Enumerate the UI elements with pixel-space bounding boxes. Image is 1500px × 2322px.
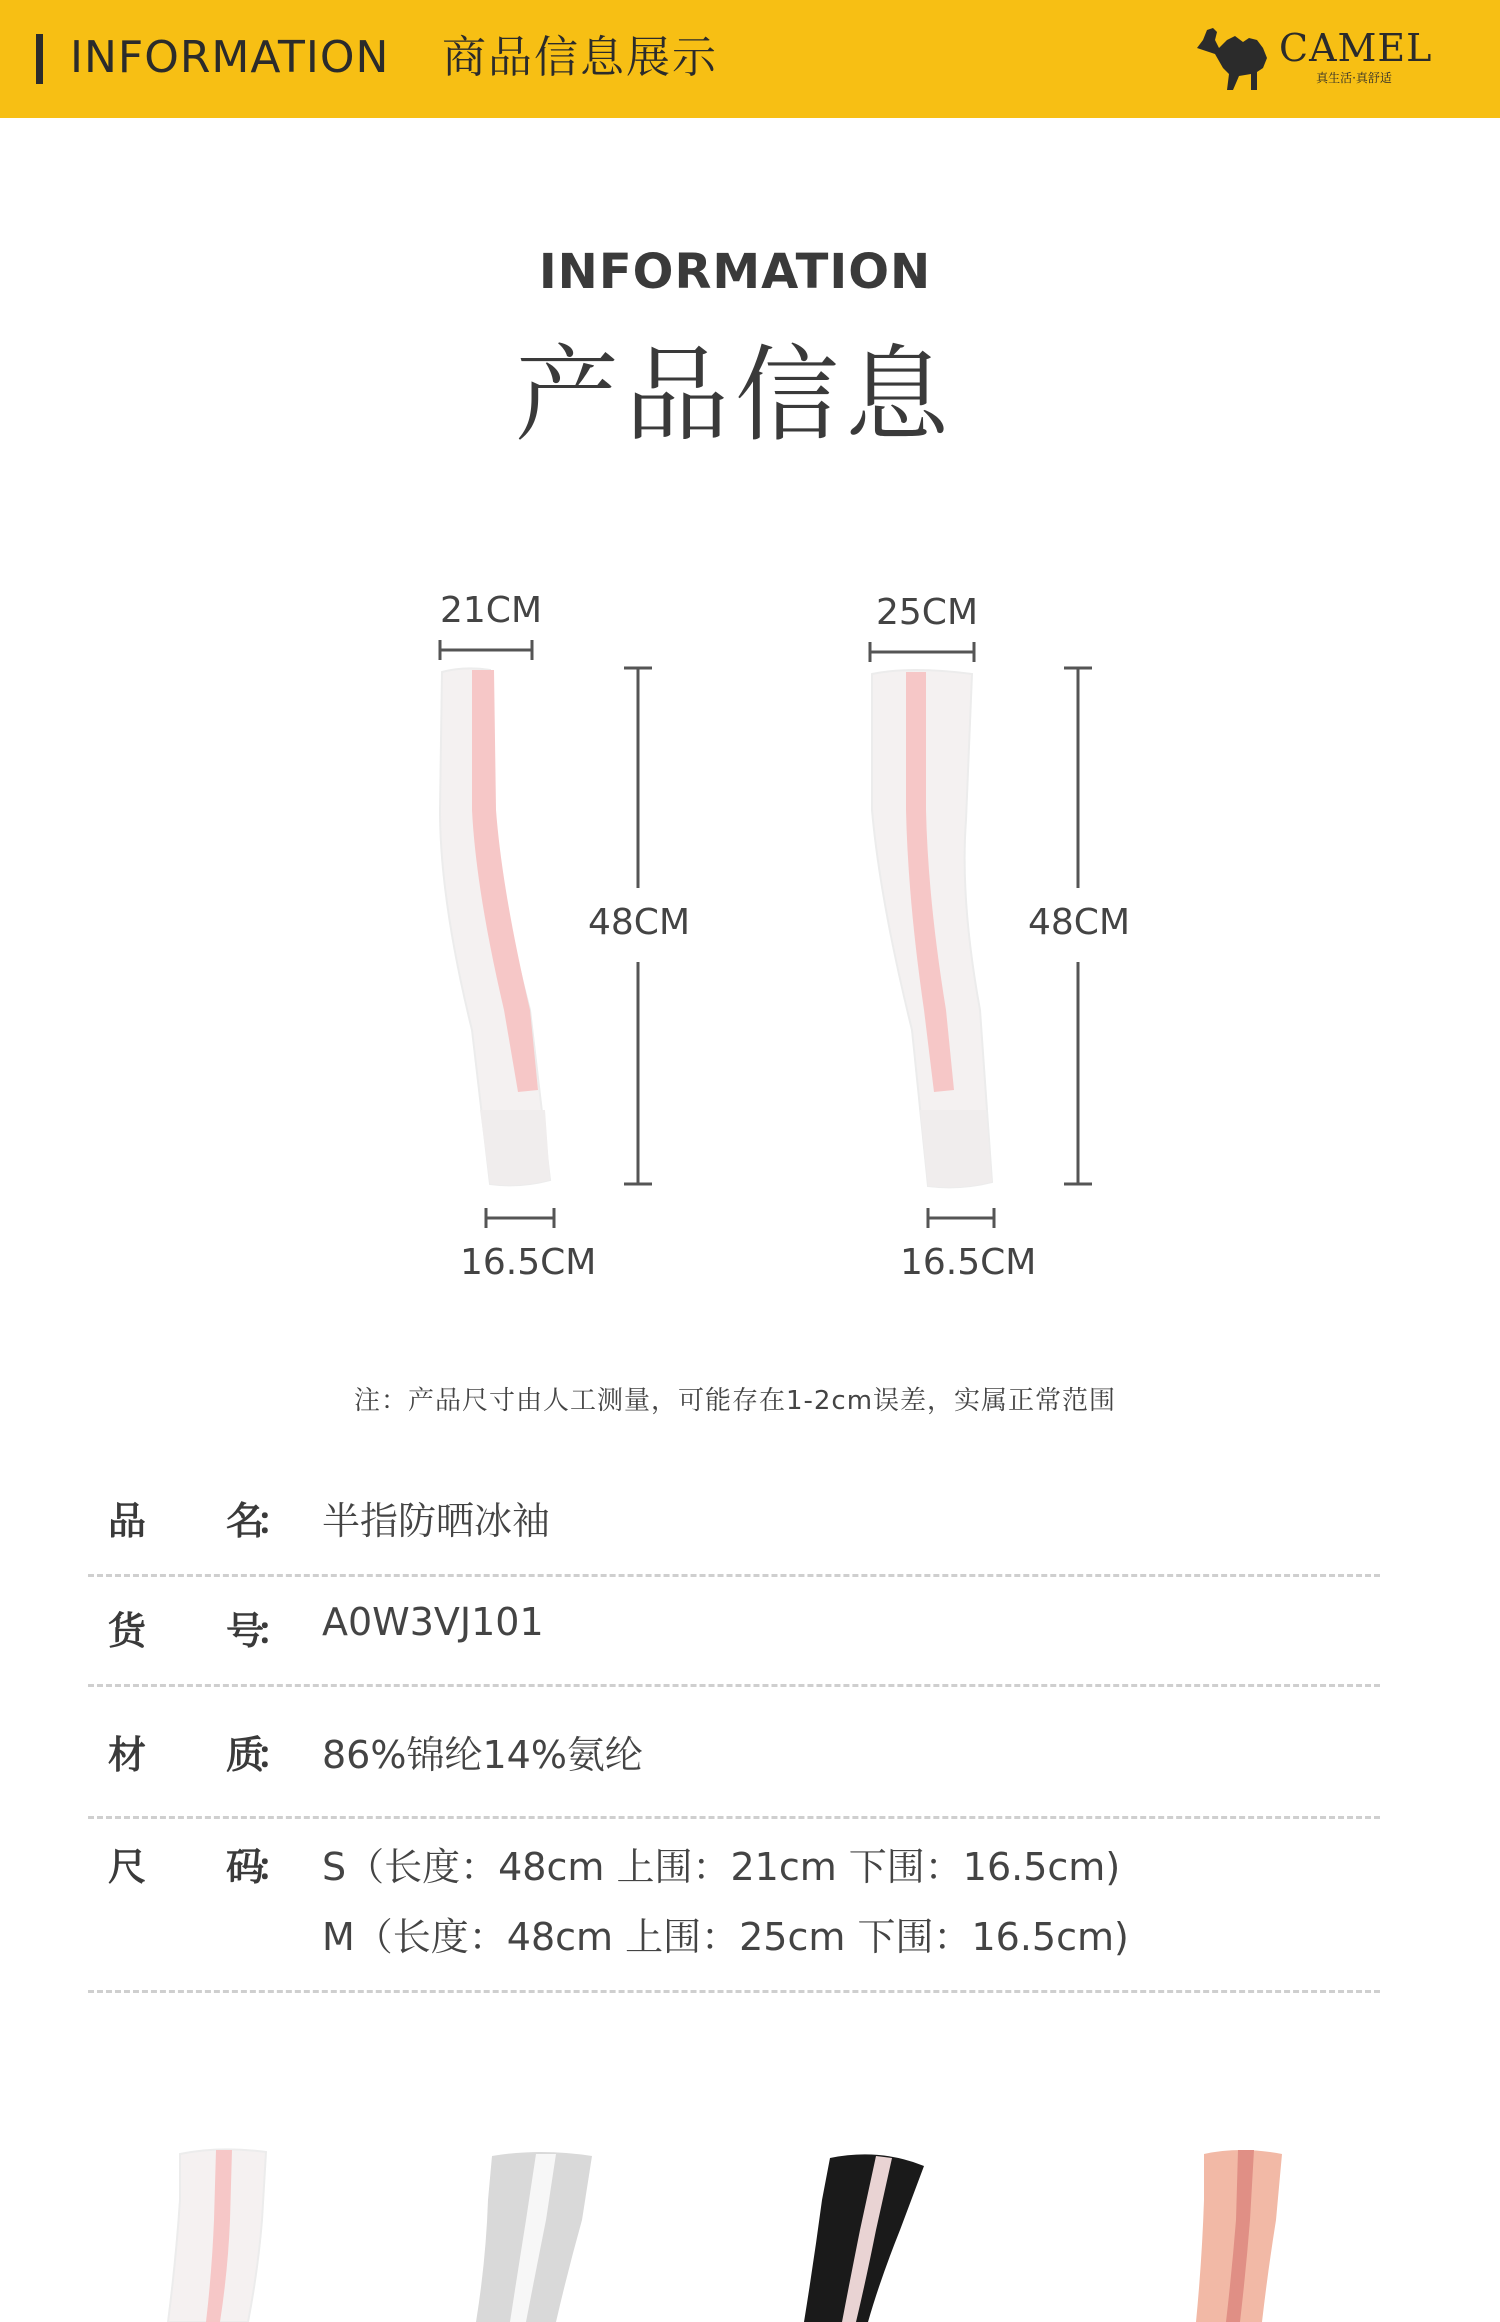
camel-logo [1193,18,1433,98]
variant-pink [1196,2150,1282,2322]
divider [88,1990,1380,1993]
size-s-top-width: 21CM [440,590,543,631]
spec-value-size-m: M（长度：48cm 上围：25cm 下围：16.5cm) [322,1915,1129,1959]
banner-title-en: INFORMATION [70,32,390,83]
logo-text: CAMEL [1279,26,1433,70]
spec-value-sku: A0W3VJ101 [322,1600,544,1644]
divider [88,1684,1380,1687]
size-m-bottom-width: 16.5CM [900,1242,1037,1283]
variant-white [168,2149,266,2322]
size-diagram [380,570,1140,1310]
color-variants [0,2140,1500,2322]
spec-value-name: 半指防晒冰袖 [322,1499,551,1543]
section-title-cn: 产品信息 [514,334,955,456]
spec-value-material: 86%锦纶14%氨纶 [322,1733,643,1777]
sleeve-s-illustration [440,668,550,1185]
variant-gray [476,2152,592,2322]
logo-subtitle: 真生活·真舒适 [1316,71,1392,85]
section-title-en: INFORMATION [538,244,932,300]
size-m-top-width: 25CM [876,592,979,633]
variant-black [804,2154,924,2322]
sleeve-illustration [380,570,1140,1310]
camel-icon [1193,18,1279,98]
variant-illustrations [0,2140,1500,2322]
sleeve-m-illustration [872,670,992,1187]
header-banner [0,0,1500,118]
measurement-note: 注：产品尺寸由人工测量，可能存在1-2cm误差，实属正常范围 [353,1386,1117,1416]
accent-bar [36,34,43,84]
divider [88,1816,1380,1819]
banner-title-cn: 商品信息展示 [442,32,718,83]
spec-table: 品 名 ： 半指防晒冰袖 货 号 ： A0W3VJ101 材 质 ： 86%锦纶14%氨纶 尺 码 ： S（长度：48cm 上围：21cm 下围：16.5cm) M（长度：48cm 上围：25cm 下围：16.5cm) [88,1490,1380,2010]
spec-value-size-s: S（长度：48cm 上围：21cm 下围：16.5cm) [322,1845,1121,1889]
size-s-length: 48CM [588,902,691,943]
divider [88,1574,1380,1577]
size-m-length: 48CM [1028,902,1131,943]
size-s-bottom-width: 16.5CM [460,1242,597,1283]
